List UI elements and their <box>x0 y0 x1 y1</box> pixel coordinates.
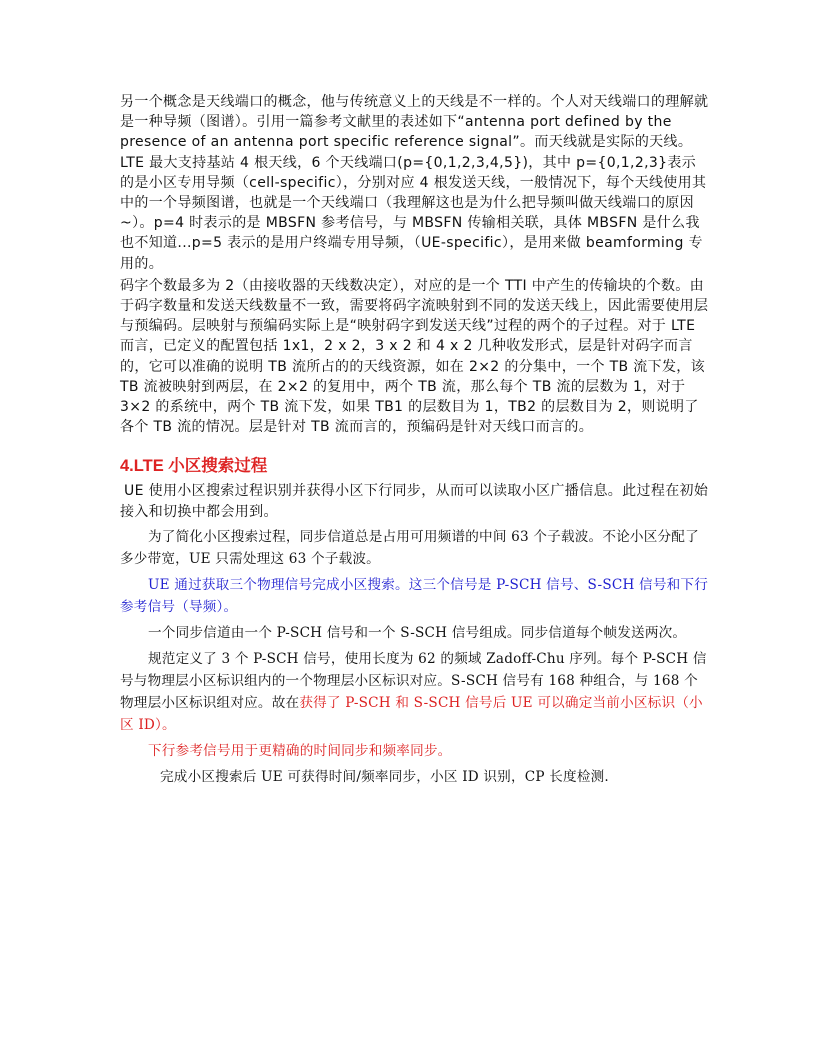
paragraph-sync-channel: 为了简化小区搜索过程，同步信道总是占用可用频谱的中间 63 个子载波。不论小区分配了多少带宽，UE 只需处理这 63 个子载波。 <box>120 528 699 567</box>
paragraph-sync-composition: 一个同步信道由一个 P-SCH 信号和一个 S-SCH 信号组成。同步信道每个帧发送两次。 <box>148 624 687 641</box>
paragraph-reference-signal: 下行参考信号用于更精确的时间同步和频率同步。 <box>148 742 452 759</box>
psch-spec-text: 规范定义了 3 个 P-SCH 信号，使用长度为 62 的频域 Zadoff-Chu 序列。每个 P-SCH 信号与物理层小区标识组内的一个物理层小区标识对应。S-SCH 信号有 168 种组合，与 168 个物理层小区标识组对应。故在 <box>120 650 707 711</box>
paragraph-codeword: 码字个数最多为 2（由接收器的天线数决定），对应的是一个 TTI 中产生的传输块的个数。由于码字数量和发送天线数量不一致，需要将码字流映射到不同的发送天线上，因此需要使用层与预编码。层映射与预编码实际上是“映射码字到发送天线”过程的两个的子过程。对于 LTE 而言，已定义的配置包括 1x1，2 x 2，3 x 2 和 4 x 2 几种收发形式，层是针对码字而言的，它可以准确的说明 TB 流所占的的天线资源，如在 2×2 的分集中，一个 TB 流下发，该 TB 流被映射到两层，在 2×2 的复用中，两个 TB 流，那么每个 TB 流的层数为 1，对于 3×2 的系统中，两个 TB 流下发，如果 TB1 的层数目为 1，TB2 的层数目为 2，则说明了各个 TB 流的情况。层是针对 TB 流而言的，预编码是针对天线口而言的。 <box>120 277 709 436</box>
paragraph-psch-spec <box>120 648 710 736</box>
paragraph-antenna-port: 另一个概念是天线端口的概念，他与传统意义上的天线是不一样的。个人对天线端口的理解就是一种导频（图谱）。引用一篇参考文献里的表述如下“antenna port defined by the presence of an antenna port specific reference signal”。而天线就是实际的天线。LTE 最大支持基站 4 根天线，6 个天线端口(p={0,1,2,3,4,5})，其中 p={0,1,2,3}表示的是小区专用导频（cell-specific），分别对应 4 根发送天线，一般情况下，每个天线使用其中的一个导频图谱，也就是一个天线端口（我理解这也是为什么把导频叫做天线端口的原因~）。p=4 时表示的是 MBSFN 参考信号，与 MBSFN 传输相关联，具体 MBSFN 是什么我也不知道...p=5 表示的是用户终端专用导频，（UE-specific），是用来做 beamforming 专用的。 <box>120 94 709 272</box>
psch-spec-highlight: 获得了 P-SCH 和 S-SCH 信号后 UE 可以确定当前小区标识（小区 ID）。 <box>120 694 703 733</box>
paragraph-three-signals: UE 通过获取三个物理信号完成小区搜索。这三个信号是 P-SCH 信号、S-SCH 信号和下行参考信号（导频）。 <box>120 576 709 615</box>
document-page <box>120 92 710 792</box>
paragraph-cell-search-intro: UE 使用小区搜索过程识别并获得小区下行同步，从而可以读取小区广播信息。此过程在初始接入和切换中都会用到。 <box>120 483 709 520</box>
paragraph-search-result: 完成小区搜索后 UE 可获得时间/频率同步，小区 ID 识别，CP 长度检测. <box>160 768 609 785</box>
section-title: 4.LTE 小区搜索过程 <box>120 457 268 476</box>
